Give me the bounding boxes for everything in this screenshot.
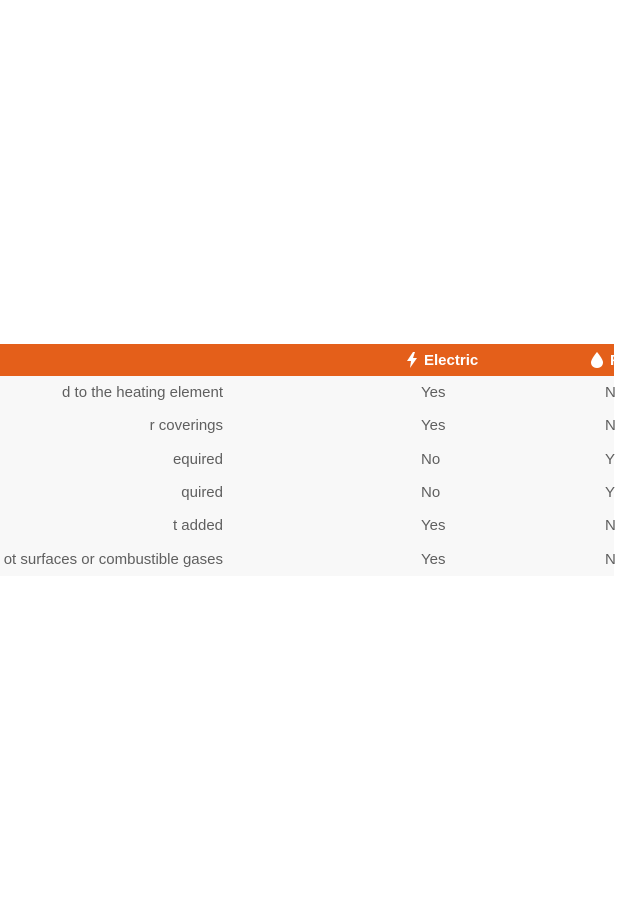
feature-cell: ot surfaces or combustible gases bbox=[3, 550, 223, 568]
electric-value-cell: No bbox=[421, 483, 441, 501]
table-row bbox=[0, 443, 614, 476]
header-second-column bbox=[591, 344, 619, 376]
flame-drop-icon bbox=[591, 352, 603, 368]
header-second-label: F bbox=[610, 351, 619, 369]
table-row bbox=[0, 476, 614, 509]
electric-value-cell: Yes bbox=[421, 417, 446, 435]
electric-value-cell: Yes bbox=[421, 517, 446, 535]
feature-cell: quired bbox=[181, 483, 223, 501]
second-value-cell: N bbox=[605, 384, 616, 401]
feature-cell: equired bbox=[172, 450, 223, 468]
table-row bbox=[0, 543, 614, 576]
second-value-cell: N bbox=[605, 550, 616, 568]
second-value-cell: N bbox=[605, 417, 616, 435]
lightning-bolt-icon bbox=[407, 352, 417, 368]
feature-cell: t added bbox=[172, 517, 223, 535]
table-row bbox=[0, 376, 614, 409]
second-value-cell: Y bbox=[605, 450, 616, 468]
table-row bbox=[0, 509, 614, 542]
feature-cell: r coverings bbox=[149, 417, 223, 435]
table-row bbox=[0, 409, 614, 442]
electric-value-cell: No bbox=[421, 450, 441, 468]
table-body bbox=[0, 376, 614, 576]
electric-value-cell: Yes bbox=[421, 550, 446, 568]
table-header-row bbox=[0, 344, 619, 376]
second-value-cell: Y bbox=[605, 483, 616, 501]
comparison-table bbox=[0, 344, 619, 576]
second-value-cell: N bbox=[605, 517, 616, 535]
header-electric bbox=[407, 344, 478, 376]
electric-value-cell: Yes bbox=[421, 384, 446, 401]
feature-cell: d to the heating element bbox=[62, 384, 223, 401]
header-electric-label: Electric bbox=[424, 351, 479, 369]
